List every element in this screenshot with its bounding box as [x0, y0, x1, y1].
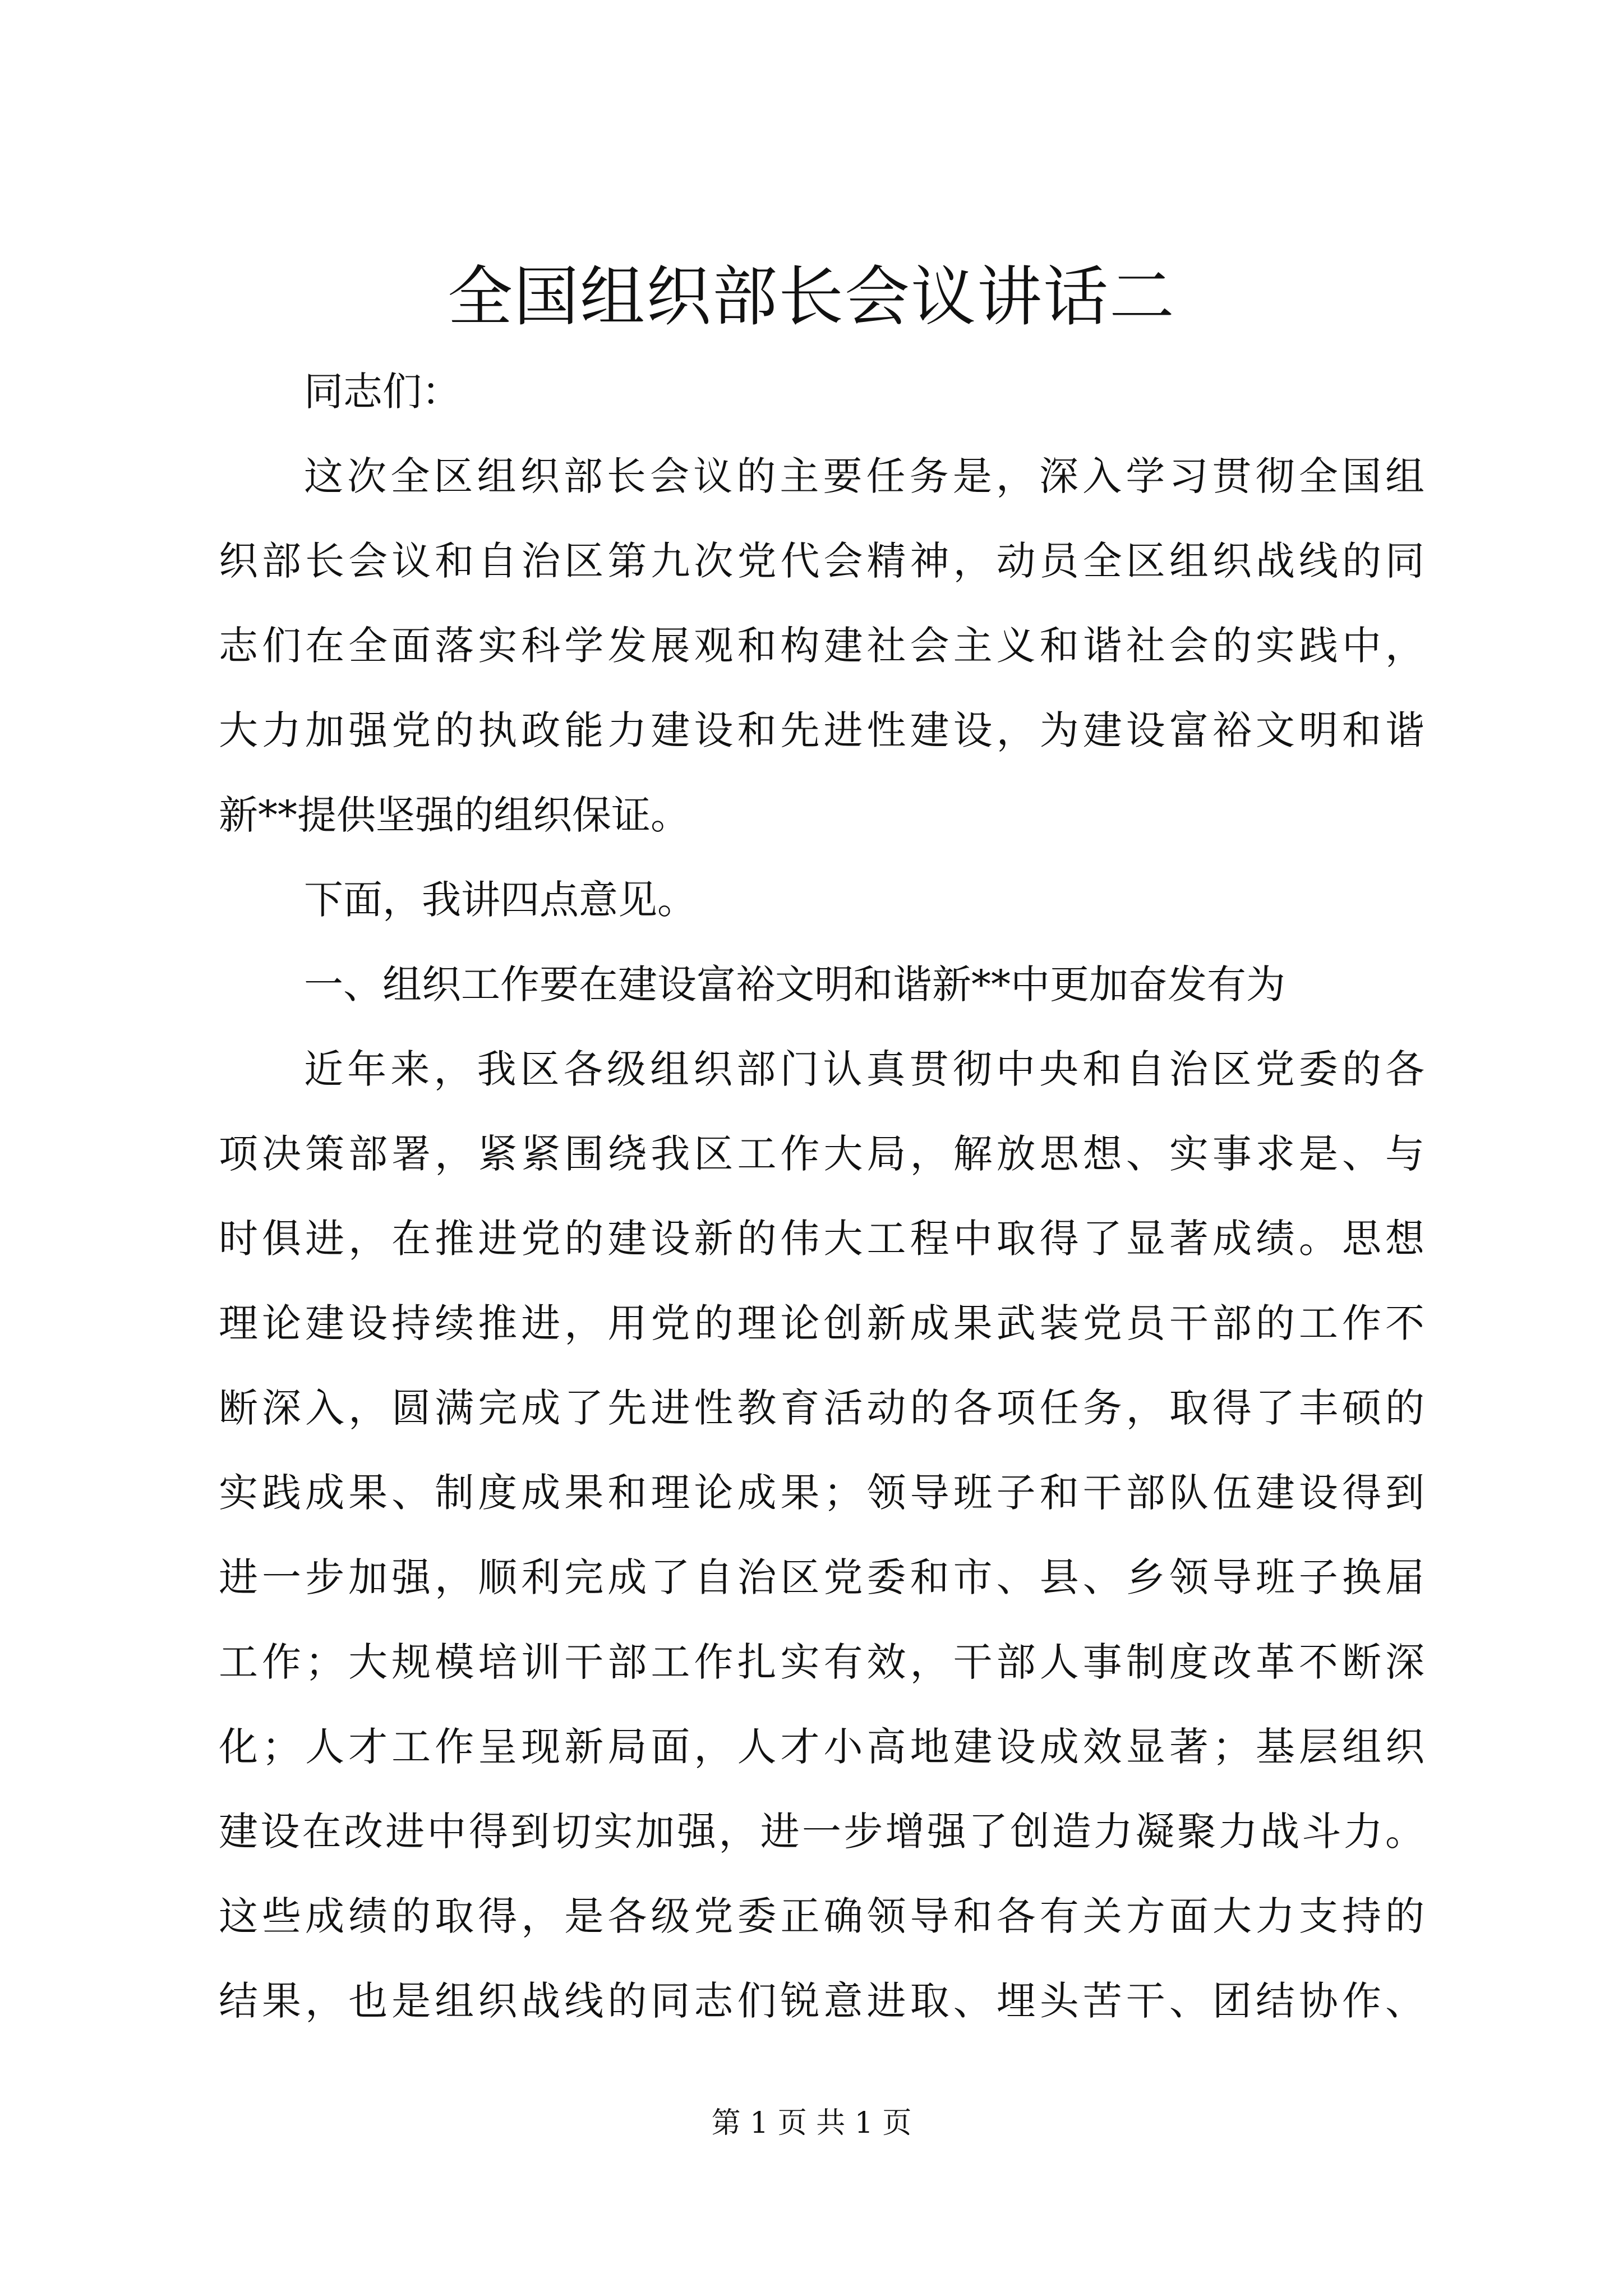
paragraph-line: 项决策部署，紧紧围绕我区工作大局，解放思想、实事求是、与	[219, 1131, 1424, 1177]
paragraph-line: 化；人才工作呈现新局面，人才小高地建设成效显著；基层组织	[219, 1724, 1424, 1770]
paragraph-line: 实践成果、制度成果和理论成果；领导班子和干部队伍建设得到	[219, 1470, 1424, 1516]
paragraph-line: 进一步加强，顺利完成了自治区党委和市、县、乡领导班子换届	[219, 1554, 1424, 1600]
paragraph-line: 结果，也是组织战线的同志们锐意进取、埋头苦干、团结协作、	[219, 1978, 1424, 2024]
paragraph-line: 志们在全面落实科学发展观和构建社会主义和谐社会的实践中，	[219, 623, 1424, 669]
paragraph-line: 建设在改进中得到切实加强，进一步增强了创造力凝聚力战斗力。	[219, 1809, 1424, 1855]
document-body	[219, 349, 1424, 2044]
paragraph-line: 新**提供坚强的组织保证。	[219, 792, 690, 838]
paragraph-line: 理论建设持续推进，用党的理论创新成果武装党员干部的工作不	[219, 1300, 1424, 1346]
salutation-line: 同志们：	[304, 369, 461, 415]
page-footer: 第 1 页 共 1 页	[711, 2106, 912, 2140]
paragraph-line: 工作；大规模培训干部工作扎实有效，干部人事制度改革不断深	[219, 1639, 1424, 1685]
paragraph-line: 这次全区组织部长会议的主要任务是，深入学习贯彻全国组	[304, 453, 1424, 499]
paragraph-line: 织部长会议和自治区第九次党代会精神，动员全区组织战线的同	[219, 538, 1424, 584]
paragraph-line: 断深入，圆满完成了先进性教育活动的各项任务，取得了丰硕的	[219, 1385, 1424, 1431]
document-title: 全国组织部长会议讲话二	[448, 259, 1175, 335]
paragraph-line: 这些成绩的取得，是各级党委正确领导和各有关方面大力支持的	[219, 1893, 1424, 1939]
paragraph-line: 大力加强党的执政能力建设和先进性建设，为建设富裕文明和谐	[219, 707, 1424, 753]
paragraph-line: 下面，我讲四点意见。	[304, 877, 697, 923]
paragraph-line: 时俱进，在推进党的建设新的伟大工程中取得了显著成绩。思想	[219, 1216, 1424, 1262]
paragraph-line: 近年来，我区各级组织部门认真贯彻中央和自治区党委的各	[304, 1046, 1424, 1092]
section-heading: 一、组织工作要在建设富裕文明和谐新**中更加奋发有为	[304, 961, 1285, 1007]
